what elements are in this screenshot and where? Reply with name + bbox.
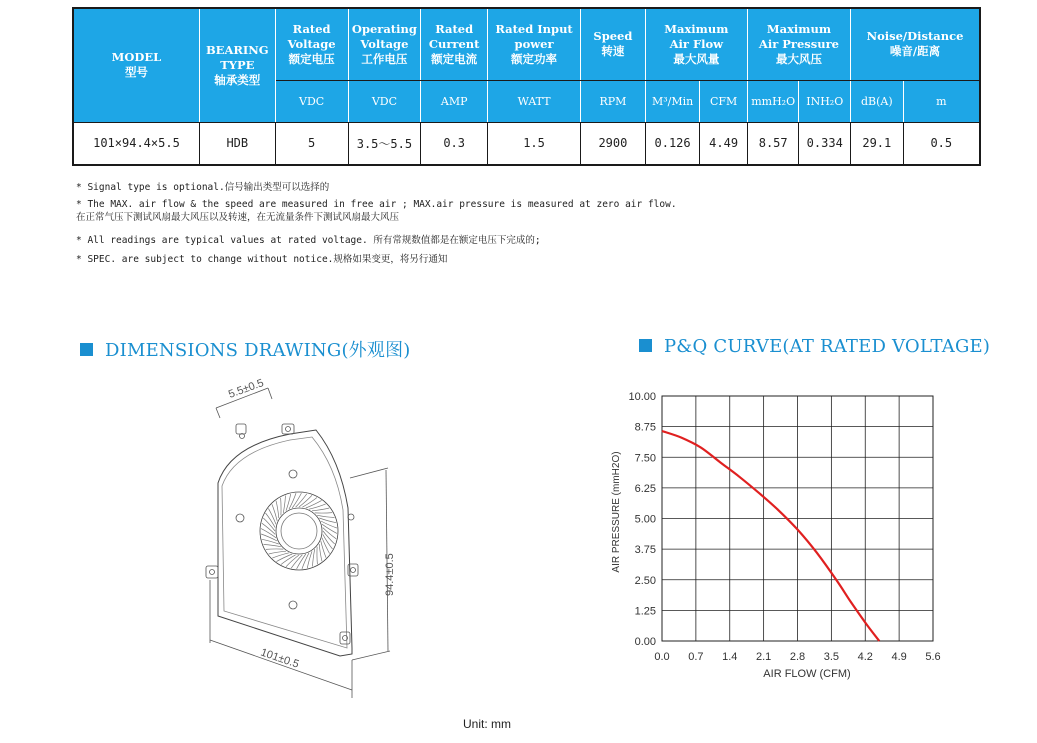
fan-dimensions-drawing: [190, 368, 430, 708]
impeller-blade: [313, 549, 315, 566]
cell-noise: 29.1: [851, 122, 904, 165]
impeller-blade: [283, 496, 285, 513]
thickness-dimension-label: 5.5±0.5: [226, 377, 266, 401]
cell-model: 101×94.4×5.5: [73, 122, 199, 165]
impeller-blade: [264, 545, 281, 547]
x-tick-label: 3.5: [823, 651, 840, 663]
impeller-blade: [272, 553, 289, 558]
unit-rated-input-power: WATT: [488, 80, 581, 122]
header-speed: Speed 转速: [581, 8, 646, 80]
spec-table: [72, 7, 981, 166]
square-bullet-icon: [639, 339, 652, 352]
unit-operating-voltage: VDC: [348, 80, 421, 122]
y-tick-label: 1.25: [634, 605, 656, 618]
x-tick-label: 2.1: [755, 651, 772, 663]
height-dimension-label: 94.4±0.5: [384, 553, 396, 596]
cell-operating-voltage: 3.5～5.5: [348, 122, 421, 165]
note-readings: * All readings are typical values at rated voltage. 所有常规数值都是在额定电压下完成的;: [76, 235, 541, 246]
pq-curve-title: P&Q CURVE(AT RATED VOLTAGE): [639, 336, 990, 357]
y-tick-label: 8.75: [634, 421, 656, 434]
impeller-blade: [276, 554, 292, 562]
cell-rated-current: 0.3: [421, 122, 488, 165]
cell-speed: 2900: [581, 122, 646, 165]
x-axis-label: AIR FLOW (CFM): [763, 668, 851, 680]
x-tick-label: 1.4: [722, 651, 738, 663]
cell-rated-input-power: 1.5: [488, 122, 581, 165]
header-bearing: BEARING TYPE 轴承类型: [199, 8, 275, 122]
cell-bearing: HDB: [199, 122, 275, 165]
y-tick-label: 2.50: [634, 574, 656, 587]
impeller-blade: [321, 541, 326, 558]
x-tick-label: 4.2: [857, 651, 873, 663]
pq-curve-chart: [600, 380, 945, 690]
impeller-blade: [322, 538, 330, 554]
note-measurement-cn: 在正常气压下测试风扇最大风压以及转速，在无流量条件下测试风扇最大风压: [76, 212, 400, 223]
cell-air-flow-m3: 0.126: [645, 122, 700, 165]
y-tick-label: 7.50: [634, 452, 656, 465]
impeller-blade: [272, 504, 277, 521]
note-spec-change: * SPEC. are subject to change without notice.规格如果变更，将另行通知: [76, 254, 448, 265]
x-tick-label: 0.0: [654, 651, 670, 663]
y-tick-label: 6.25: [634, 482, 656, 495]
impeller-blade: [262, 539, 279, 544]
x-tick-label: 4.9: [891, 651, 907, 663]
note-signal: * Signal type is optional.信号输出类型可以选择的: [76, 182, 330, 193]
header-max-air-pressure: Maximum Air Pressure 最大风压: [747, 8, 850, 80]
impeller-blade: [319, 544, 322, 561]
header-row: [73, 8, 980, 80]
x-tick-label: 0.7: [688, 651, 704, 663]
x-tick-label: 2.8: [789, 651, 806, 663]
square-bullet-icon: [80, 343, 93, 356]
y-tick-label: 10.00: [628, 391, 656, 403]
unit-pressure-mmh2o: mmH₂O: [747, 80, 799, 122]
unit-rated-current: AMP: [421, 80, 488, 122]
impeller-blade: [319, 518, 336, 523]
impeller-blade: [269, 551, 286, 554]
header-rated-voltage: Rated Voltage 额定电压: [275, 8, 348, 80]
impeller-blade: [276, 501, 279, 518]
unit-air-flow-m3: M³/Min: [645, 80, 700, 122]
unit-pressure-inh2o: INH₂O: [799, 80, 851, 122]
impeller-blade: [306, 500, 322, 508]
pq-series-line: [662, 431, 879, 641]
unit-distance: m: [903, 80, 980, 122]
cell-pressure-mmh2o: 8.57: [747, 122, 799, 165]
header-rated-current: Rated Current 额定电流: [421, 8, 488, 80]
y-tick-label: 5.00: [634, 513, 656, 526]
note-measurement: * The MAX. air flow & the speed are measured in free air ; MAX.air pressure is measured at zero air flow.: [76, 199, 677, 210]
unit-speed: RPM: [581, 80, 646, 122]
unit-rated-voltage: VDC: [275, 80, 348, 122]
impeller-blade: [312, 508, 329, 511]
dimensions-title: DIMENSIONS DRAWING(外观图): [80, 336, 411, 362]
unit-label: Unit: mm: [463, 717, 511, 731]
table-row: [73, 122, 980, 165]
y-tick-label: 3.75: [634, 544, 656, 557]
impeller-blade: [309, 504, 326, 509]
header-rated-input-power: Rated Input power 额定功率: [488, 8, 581, 80]
unit-air-flow-cfm: CFM: [700, 80, 748, 122]
y-axis-label: AIR PRESSURE (mmH2O): [611, 451, 622, 573]
header-noise-distance: Noise/Distance 噪音/距离: [851, 8, 980, 80]
impeller-blade: [268, 508, 276, 524]
y-tick-label: 0.00: [634, 636, 656, 648]
unit-noise: dB(A): [851, 80, 904, 122]
header-max-air-flow: Maximum Air Flow 最大风量: [645, 8, 747, 80]
cell-air-flow-cfm: 4.49: [700, 122, 748, 165]
impeller-blade: [317, 515, 334, 517]
cell-distance: 0.5: [903, 122, 980, 165]
header-operating-voltage: Operating Voltage 工作电压: [348, 8, 421, 80]
header-model: MODEL 型号: [73, 8, 199, 122]
impeller-blade: [286, 494, 291, 511]
cell-rated-voltage: 5: [275, 122, 348, 165]
width-dimension-label: 101±0.5: [259, 646, 301, 671]
x-tick-label: 5.6: [925, 651, 941, 663]
impeller-blade: [307, 551, 312, 568]
cell-pressure-inh2o: 0.334: [799, 122, 851, 165]
